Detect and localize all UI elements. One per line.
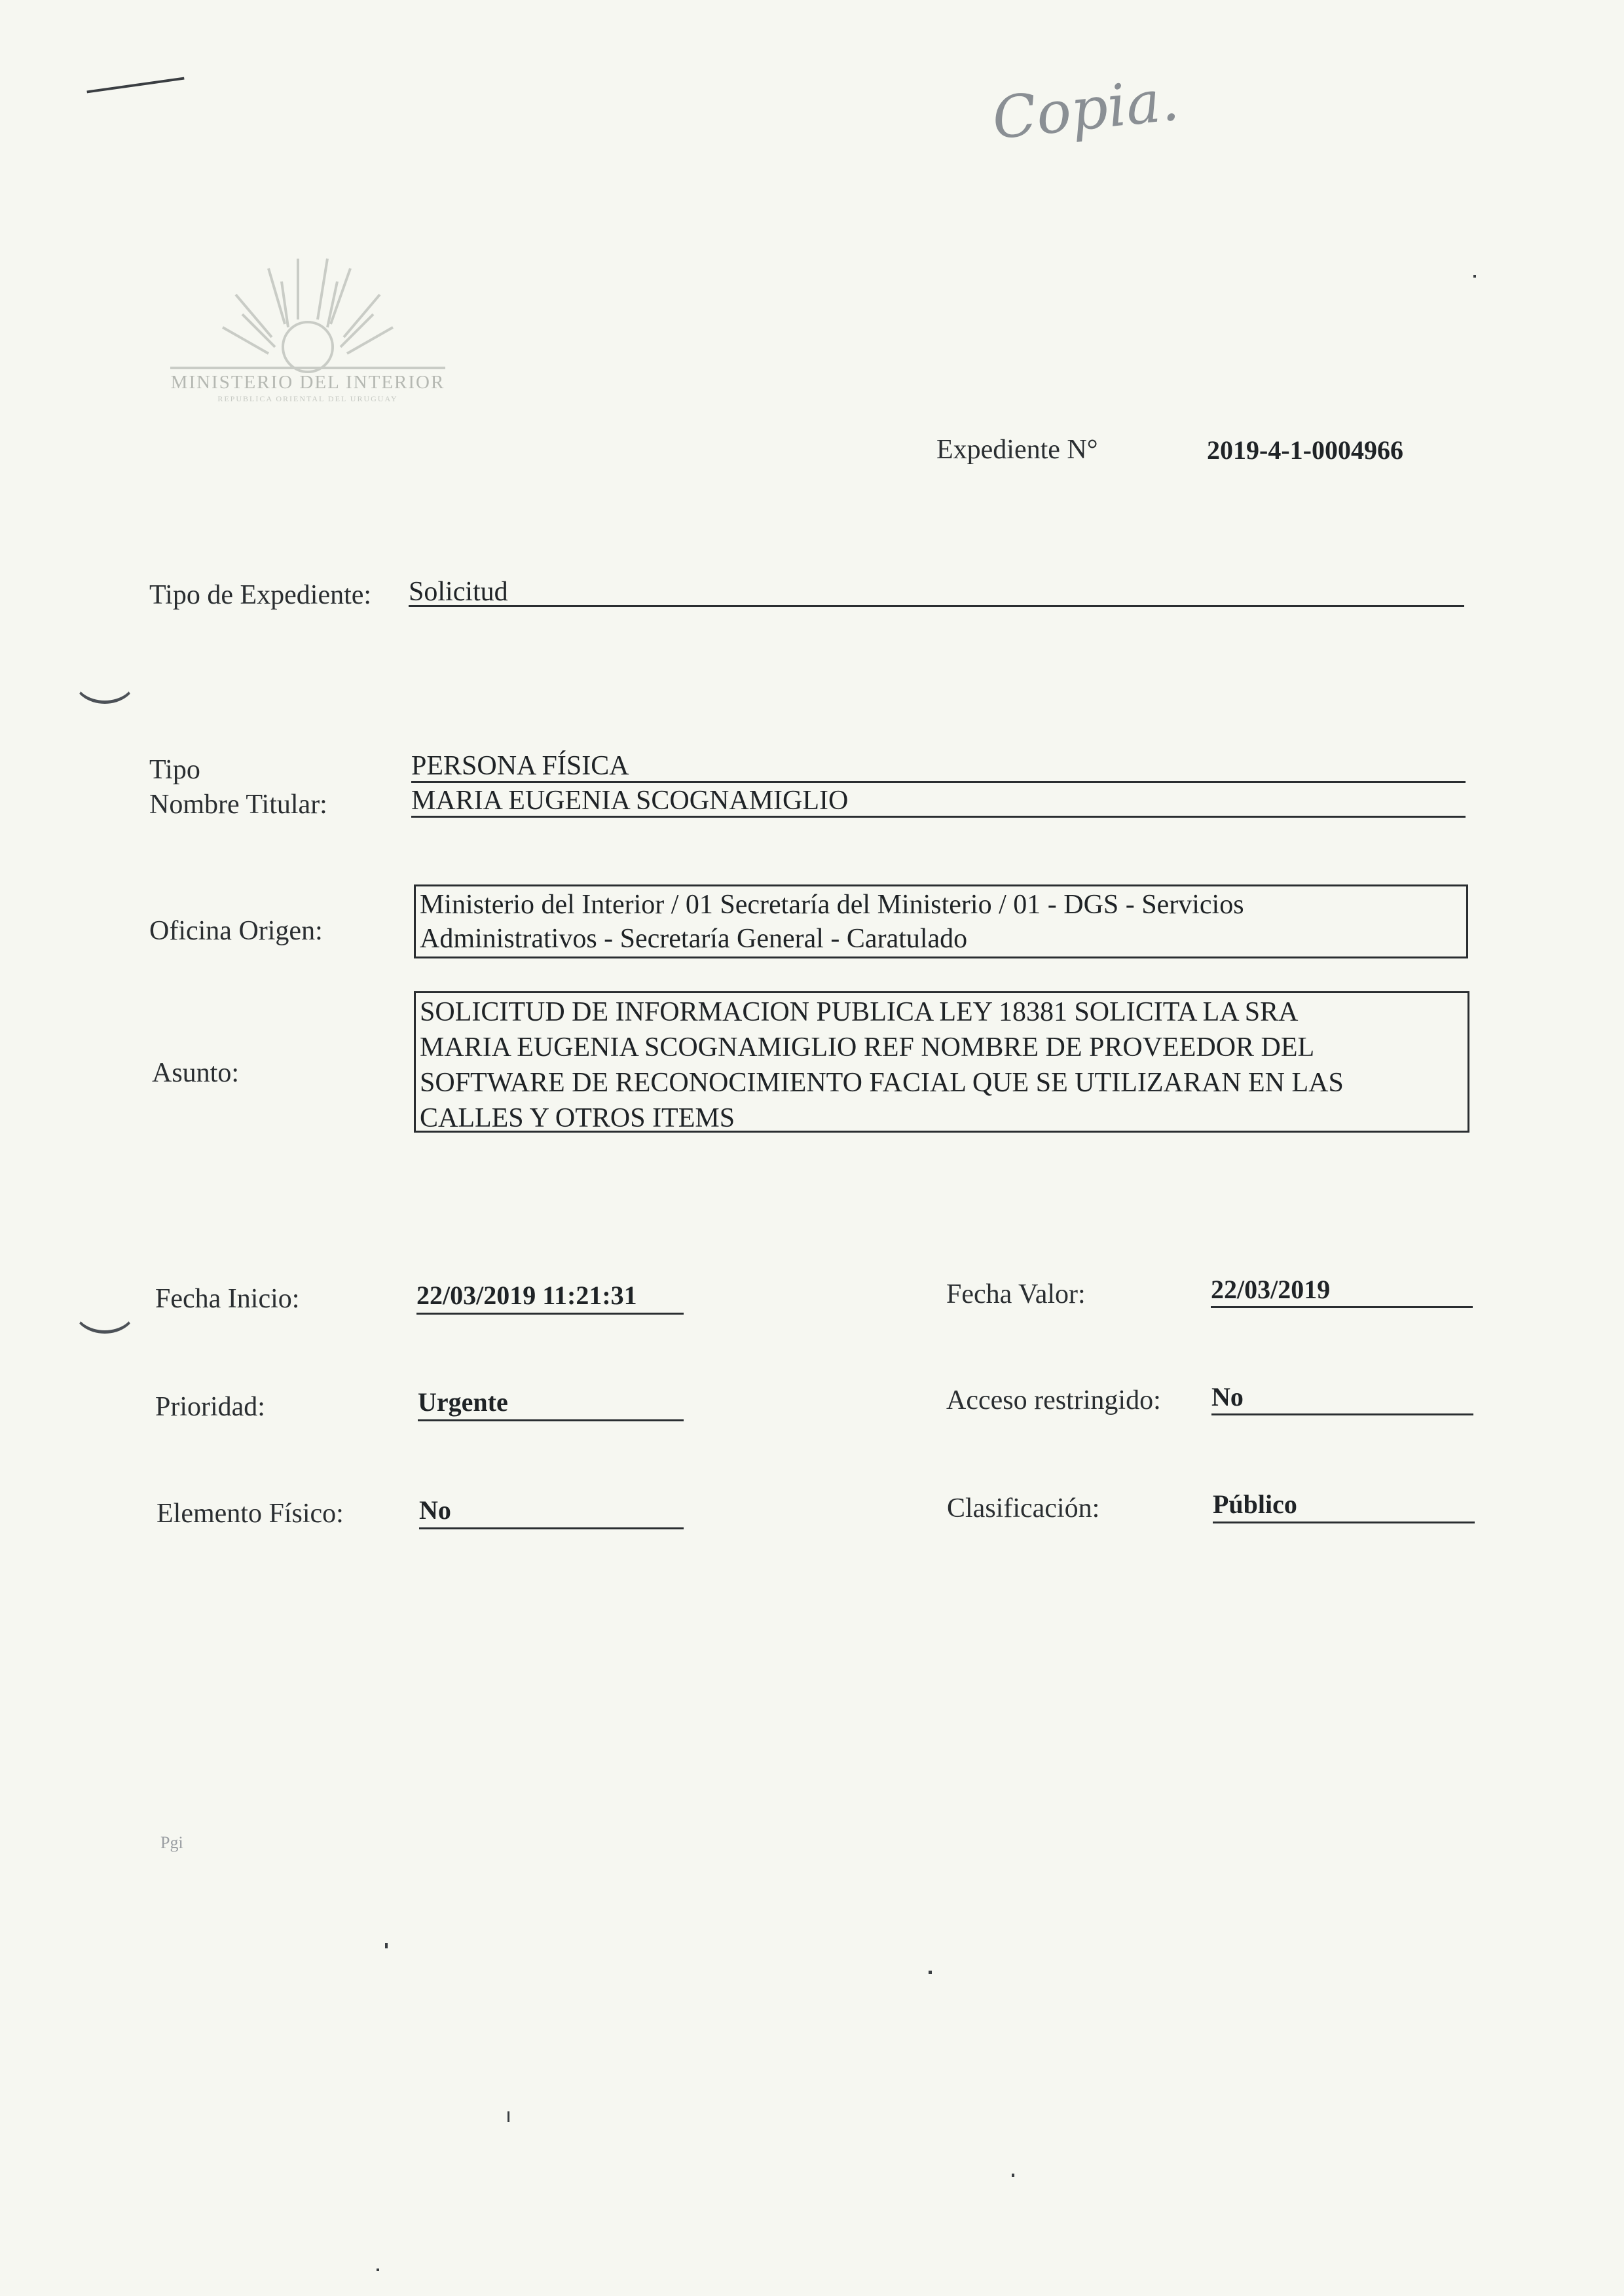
ministry-logo xyxy=(164,255,452,412)
punch-hole xyxy=(73,1285,136,1334)
tipo-value: PERSONA FÍSICA xyxy=(411,751,629,781)
stamp-fragment: Pgi xyxy=(160,1833,183,1852)
asunto-line-4: CALLES Y OTROS ITEMS xyxy=(420,1103,735,1133)
fecha-valor-label: Fecha Valor: xyxy=(946,1279,1086,1309)
prioridad-label: Prioridad: xyxy=(155,1392,265,1422)
speck xyxy=(929,1971,932,1974)
clasificacion-label: Clasificación: xyxy=(947,1493,1100,1523)
elemento-fisico-value: No xyxy=(419,1495,451,1525)
speck xyxy=(377,2269,379,2271)
oficina-origen-box xyxy=(414,884,1468,958)
acceso-restringido-label: Acceso restringido: xyxy=(946,1385,1161,1415)
asunto-line-1: SOLICITUD DE INFORMACION PUBLICA LEY 18381 SOLICITA LA SRA xyxy=(420,997,1299,1027)
oficina-origen-line-1: Ministerio del Interior / 01 Secretaría del Ministerio / 01 - DGS - Servicios xyxy=(420,890,1244,920)
prioridad-value: Urgente xyxy=(418,1387,508,1417)
nombre-titular-value: MARIA EUGENIA SCOGNAMIGLIO xyxy=(411,786,849,816)
tipo-label: Tipo xyxy=(149,755,200,785)
speck xyxy=(1012,2174,1014,2177)
asunto-label: Asunto: xyxy=(152,1058,240,1088)
ministry-name: MINISTERIO DEL INTERIOR xyxy=(170,372,445,393)
nombre-titular-line xyxy=(411,785,1466,818)
expediente-number: 2019-4-1-0004966 xyxy=(1207,435,1403,465)
acceso-restringido-line xyxy=(1211,1381,1473,1415)
punch-hole xyxy=(73,655,136,704)
fecha-valor-value: 22/03/2019 xyxy=(1211,1275,1331,1304)
speck xyxy=(385,1943,388,1948)
pen-mark xyxy=(86,77,184,94)
fecha-inicio-label: Fecha Inicio: xyxy=(155,1284,300,1314)
sun-emblem-icon xyxy=(164,255,452,380)
oficina-origen-label: Oficina Origen: xyxy=(149,916,323,946)
tipo-expediente-value: Solicitud xyxy=(409,577,508,607)
asunto-line-2: MARIA EUGENIA SCOGNAMIGLIO REF NOMBRE DE PROVEEDOR DEL xyxy=(420,1032,1315,1063)
tipo-expediente-line xyxy=(409,576,1464,607)
fecha-inicio-line xyxy=(416,1280,684,1315)
handwritten-note: Copia. xyxy=(989,65,1182,153)
acceso-restringido-value: No xyxy=(1211,1382,1244,1412)
nombre-titular-label: Nombre Titular: xyxy=(149,790,327,820)
ministry-subtitle: REPUBLICA ORIENTAL DEL URUGUAY xyxy=(217,394,398,403)
expediente-label: Expediente N° xyxy=(936,435,1098,465)
elemento-fisico-label: Elemento Físico: xyxy=(157,1499,344,1529)
asunto-line-3: SOFTWARE DE RECONOCIMIENTO FACIAL QUE SE UTILIZARAN EN LAS xyxy=(420,1068,1344,1098)
clasificacion-line xyxy=(1213,1489,1475,1523)
asunto-box xyxy=(414,991,1469,1133)
tipo-expediente-label: Tipo de Expediente: xyxy=(149,580,372,610)
fecha-inicio-value: 22/03/2019 11:21:31 xyxy=(416,1281,637,1310)
fecha-valor-line xyxy=(1211,1274,1473,1308)
elemento-fisico-line xyxy=(419,1495,684,1529)
clasificacion-value: Público xyxy=(1213,1489,1297,1519)
tipo-line xyxy=(411,750,1466,783)
speck xyxy=(1473,275,1476,278)
speck xyxy=(507,2111,509,2122)
prioridad-line xyxy=(418,1387,684,1421)
oficina-origen-line-2: Administrativos - Secretaría General - Caratulado xyxy=(420,924,968,954)
